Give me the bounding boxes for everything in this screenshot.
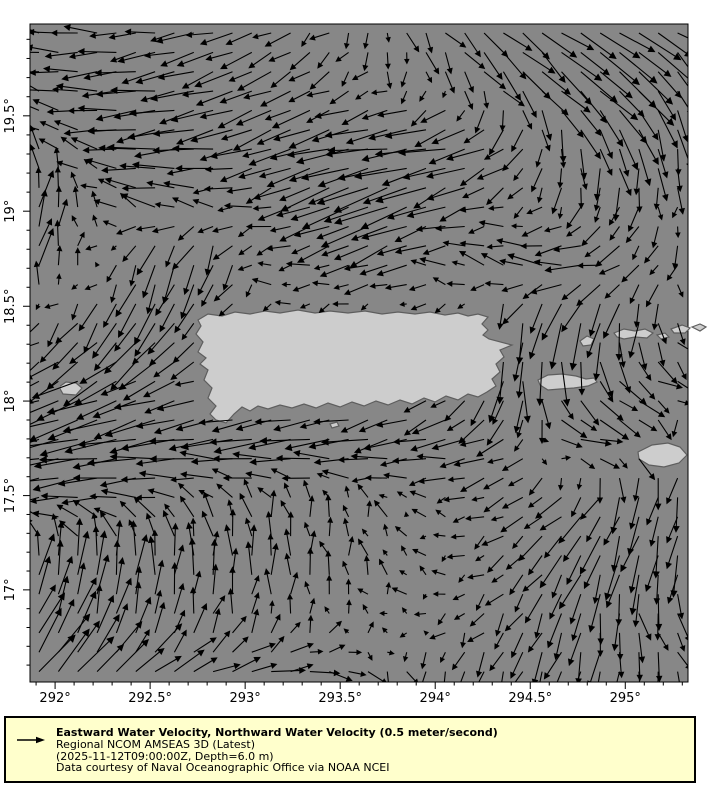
x-tick-label: 292.5° — [128, 691, 172, 706]
y-tick-label: 17.5° — [3, 477, 18, 514]
x-tick-label: 293° — [229, 691, 261, 706]
legend-time-depth: (2025-11-12T09:00:00Z, Depth=6.0 m) — [56, 749, 274, 763]
x-tick-label: 293.5° — [318, 691, 363, 706]
y-tick-label: 18.5° — [3, 288, 18, 324]
legend-dataset: Regional NCOM AMSEAS 3D (Latest) — [56, 737, 255, 751]
y-tick-label: 18° — [3, 389, 18, 413]
x-tick-label: 294° — [419, 691, 451, 706]
y-tick-label: 19.5° — [3, 98, 18, 134]
land-virgin-gorda — [692, 324, 706, 331]
legend-box — [4, 716, 696, 783]
legend-credit: Data courtesy of Naval Oceanographic Office via NOAA NCEI — [56, 761, 390, 775]
x-tick-label: 295° — [609, 691, 641, 706]
x-tick-label: 294.5° — [508, 691, 553, 706]
legend-title: Eastward Water Velocity, Northward Water Velocity (0.5 meter/second) — [56, 726, 498, 739]
y-tick-label: 19° — [3, 199, 18, 223]
reference-arrow-icon — [16, 730, 56, 749]
x-tick-label: 292° — [39, 691, 71, 706]
legend-text — [56, 727, 694, 774]
y-tick-label: 17° — [3, 578, 18, 602]
